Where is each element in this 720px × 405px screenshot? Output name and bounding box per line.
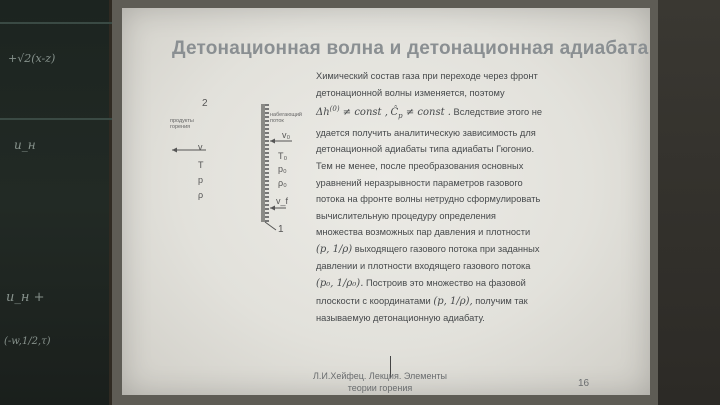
math-subscript: p (398, 112, 403, 121)
projection-screen (122, 8, 650, 395)
math-neq: ≠ const , (339, 107, 388, 119)
var-v0: v₀ (282, 130, 291, 140)
var-T0: T₀ (278, 151, 288, 161)
var-rho0: ρ₀ (278, 178, 287, 188)
products-caption: продукты горения (170, 118, 194, 130)
text-line: называемую детонационную адиабату. (316, 313, 485, 324)
math-pair: (p₀, 1/ρ₀). (316, 278, 364, 290)
board-ledge (0, 22, 112, 24)
math-cp: Ĉ (390, 107, 399, 119)
slide-page-number: 16 (578, 378, 590, 389)
text-line: потока на фронте волны нетрудно сформулировать (316, 194, 541, 205)
math-neq: ≠ const . (402, 107, 451, 119)
var-p: p (198, 175, 204, 185)
var-v: v (198, 142, 203, 152)
label-1-leader (265, 222, 276, 230)
text-line (316, 241, 608, 259)
label-region-1: 1 (278, 224, 284, 235)
text-line: Химический состав газа при переходе через фронт (316, 71, 538, 81)
text-line: удается получить аналитическую зависимость для (316, 127, 536, 138)
wall (658, 0, 720, 405)
text-line (316, 101, 608, 125)
board-seam (0, 118, 112, 120)
label-region-2: 2 (202, 98, 208, 109)
text-line (316, 275, 608, 293)
text-line: множества возможных пар давления и плотности (316, 227, 531, 238)
text-line: детонационной волны изменяется, поэтому (316, 87, 505, 98)
text-line: Тем не менее, после преобразования основных (316, 160, 524, 171)
math-pair: (p, 1/ρ), (433, 295, 473, 307)
text-fragment: Вследствие этого не (450, 107, 543, 118)
chalk-formula: (-w,1/2,τ) (4, 336, 51, 347)
math-superscript: (0) (329, 105, 340, 114)
slide-footer-author: Л.И.Хейфец. Лекция. Элементы теории горения (312, 371, 448, 393)
incoming-flow-caption: набегающий поток (270, 112, 302, 124)
text-line (316, 293, 608, 311)
var-rho: ρ (198, 190, 204, 200)
chalk-formula: u_н (14, 138, 36, 152)
text-fragment: получим так (472, 295, 528, 306)
chalk-formula: +√2(x-z) (8, 52, 56, 65)
arrow-head (172, 148, 177, 153)
text-line: уравнений неразрывности параметров газового (316, 177, 523, 188)
arrow-head (270, 206, 275, 211)
chalk-formula: u_н + (6, 290, 45, 305)
arrow-head (270, 139, 275, 144)
detonation-front-diagram (166, 98, 301, 238)
math-pair: (p, 1/ρ) (316, 243, 353, 255)
var-vf: v_f (276, 196, 289, 206)
slide-title: Детонационная волна и детонационная адиабата (172, 38, 649, 59)
text-line: детонационной адиабаты типа адиабаты Гюгонио. (316, 144, 535, 155)
slide-paragraph (316, 68, 608, 327)
var-T: T (198, 160, 204, 170)
text-fragment: выходящего газового потока при заданных (352, 243, 540, 254)
text-fragment: Построив это множество на фазовой (363, 278, 526, 289)
text-line: вычислительную процедуру определения (316, 210, 496, 221)
text-fragment: плоскости с координатами (316, 295, 434, 306)
text-line: давлении и плотности входящего газового потока (316, 261, 531, 272)
var-p0: p₀ (278, 164, 287, 174)
chalkboard (0, 0, 112, 405)
math-dh: Δh (316, 107, 330, 119)
